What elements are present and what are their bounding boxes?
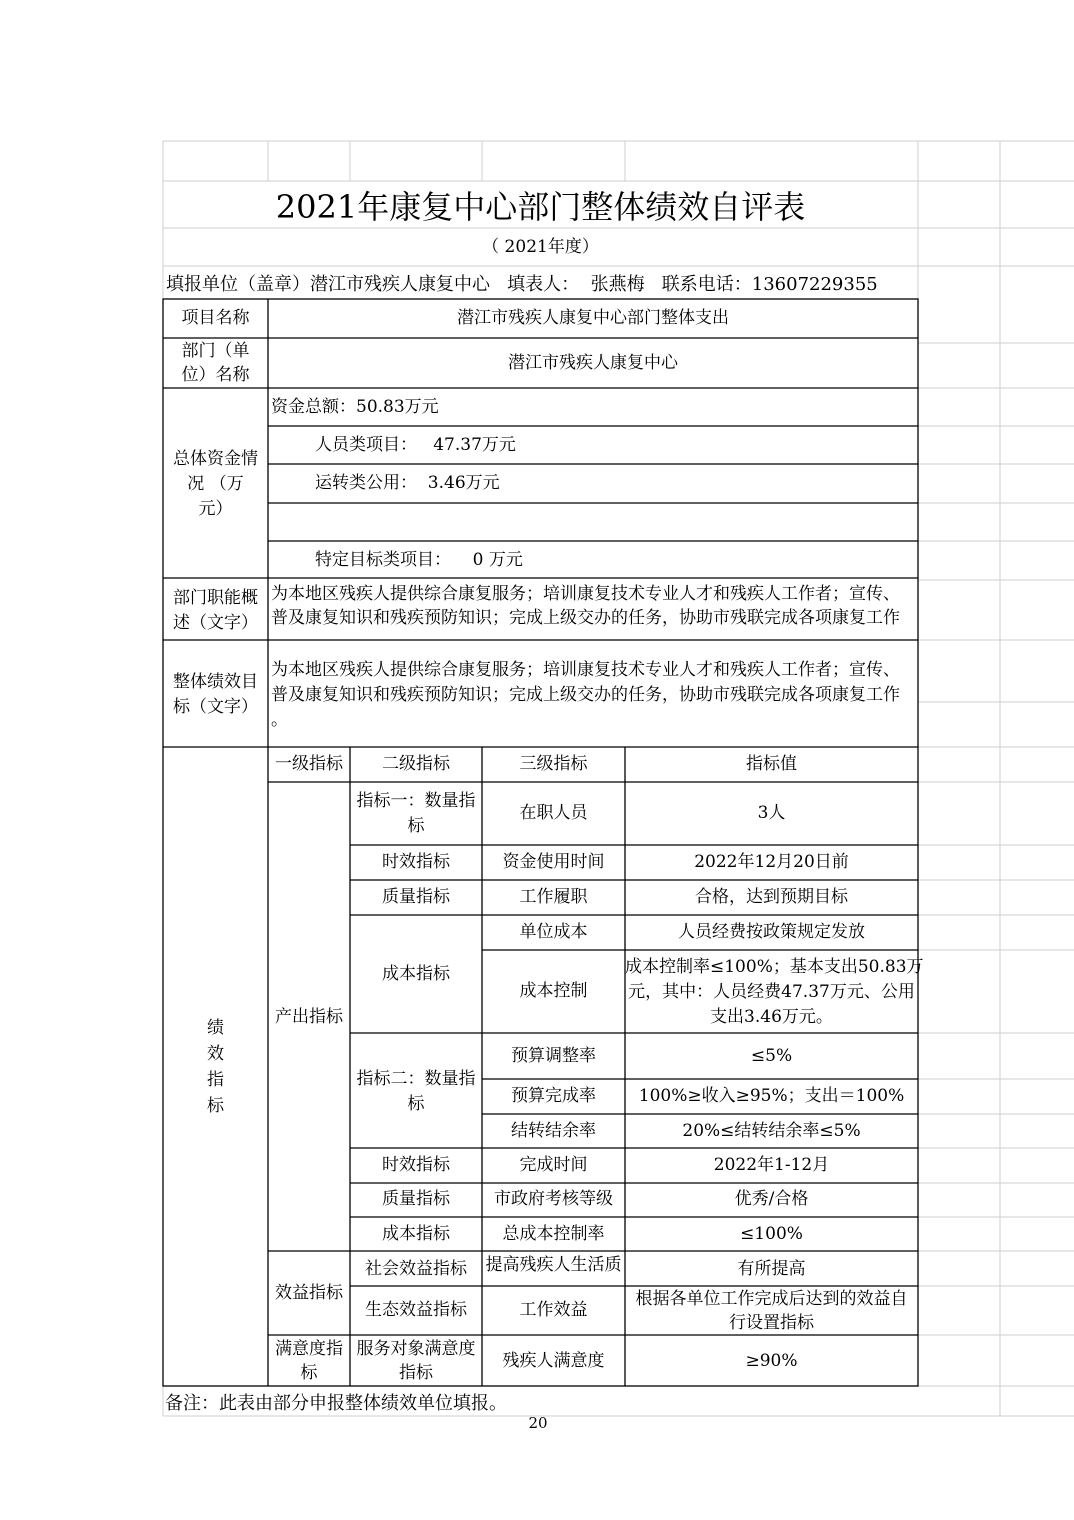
dept-name-label-line-2: 位）名称 [181, 365, 250, 385]
function-label-line-1: 部门职能概 [173, 588, 258, 608]
quantity-1-level-3: 在职人员 [519, 803, 588, 823]
quality-1-level-3: 工作履职 [519, 887, 588, 907]
quantity-2b-value: 100%≥收入≥95%；支出＝100% [638, 1086, 905, 1106]
benefit-indicator-label: 效益指标 [275, 1283, 343, 1303]
satisfaction-value: ≥90% [745, 1351, 798, 1371]
cost-1-level-2: 成本指标 [382, 964, 450, 984]
dept-name-value: 潜江市残疾人康复中心 [508, 353, 678, 373]
header-level-3: 三级指标 [519, 754, 588, 774]
quantity-1-level-2-line-2: 标 [407, 816, 425, 836]
quantity-2c-level-3: 结转结余率 [511, 1121, 596, 1141]
eco-benefit-value-line-1: 根据各单位工作完成后达到的效益自 [635, 1289, 908, 1309]
cost-2-level-3: 总成本控制率 [502, 1224, 605, 1244]
project-name-label: 项目名称 [181, 308, 250, 328]
social-benefit-value: 有所提高 [737, 1259, 806, 1279]
cost-1b-value-line-3: 支出3.46万元。 [710, 1007, 833, 1027]
cost-1a-value: 人员经费按政策规定发放 [678, 922, 865, 942]
cost-1b-level-3: 成本控制 [519, 981, 588, 1001]
dept-name-label-line-1: 部门（单 [181, 341, 250, 361]
cost-1b-value-line-2: 元，其中：人员经费47.37万元、公用 [628, 982, 915, 1002]
quantity-1-level-2-line-1: 指标一：数量指 [356, 791, 476, 811]
quantity-2-level-2-line-2: 标 [407, 1094, 425, 1114]
quantity-2c-value: 20%≤结转结余率≤5% [682, 1121, 861, 1141]
quantity-2b-level-3: 预算完成率 [511, 1086, 596, 1106]
funds-label-line-3: 元） [198, 499, 233, 519]
cost-2-level-2: 成本指标 [382, 1224, 450, 1244]
quantity-1-value: 3人 [757, 803, 786, 823]
output-indicator-label: 产出指标 [275, 1007, 343, 1027]
header-value: 指标值 [746, 754, 797, 774]
eco-benefit-level-2: 生态效益指标 [365, 1300, 467, 1320]
social-benefit-level-3: 提高残疾人生活质 [485, 1255, 622, 1275]
quality-2-value: 优秀/合格 [734, 1189, 809, 1209]
quality-2-level-2: 质量指标 [382, 1189, 450, 1209]
goal-text-line-3: 。 [271, 710, 288, 730]
satisfaction-label-line-2: 标 [300, 1363, 318, 1383]
page-number: 20 [528, 1414, 548, 1432]
funds-operation: 运转类公用： 3.46万元 [315, 473, 500, 493]
cost-2-value: ≤100% [740, 1224, 803, 1244]
satisfaction-level-2-line-1: 服务对象满意度 [356, 1339, 476, 1359]
cost-1b-value-line-1: 成本控制率≤100%；基本支出50.83万 [625, 957, 924, 977]
project-name-value: 潜江市残疾人康复中心部门整体支出 [457, 308, 729, 328]
function-text-line-2: 普及康复知识和残疾预防知识；完成上级交办的任务，协助市残联完成各项康复工作 [271, 608, 900, 628]
quality-1-value: 合格，达到预期目标 [695, 887, 848, 907]
perf-label-char-2: 效 [207, 1044, 224, 1064]
quantity-2a-value: ≤5% [750, 1046, 793, 1066]
function-label-line-2: 述（文字） [173, 613, 258, 633]
perf-label-char-1: 绩 [207, 1018, 224, 1038]
quality-1-level-2: 质量指标 [382, 887, 450, 907]
goal-text-line-2: 普及康复知识和残疾预防知识；完成上级交办的任务，协助市残联完成各项康复工作 [271, 685, 900, 705]
timeliness-1-level-3: 资金使用时间 [502, 852, 605, 872]
page-title: 2021年康复中心部门整体绩效自评表 [275, 188, 806, 226]
timeliness-2-value: 2022年1-12月 [713, 1155, 830, 1175]
funds-label-line-2: 况 （万 [187, 474, 244, 494]
quantity-2-level-2-line-1: 指标二：数量指 [356, 1069, 476, 1089]
satisfaction-level-3: 残疾人满意度 [502, 1351, 605, 1371]
funds-personnel: 人员类项目： 47.37万元 [315, 435, 516, 455]
quality-2-level-3: 市政府考核等级 [494, 1189, 613, 1209]
eco-benefit-level-3: 工作效益 [519, 1300, 588, 1320]
filler-info: 填报单位（盖章）潜江市残疾人康复中心 填表人： 张燕梅 联系电话：13607229355 [166, 274, 878, 295]
perf-label-char-4: 标 [207, 1096, 224, 1116]
function-text-line-1: 为本地区残疾人提供综合康复服务；培训康复技术专业人才和残疾人工作者；宣传、 [271, 584, 900, 604]
eco-benefit-value-line-2: 行设置指标 [729, 1313, 814, 1333]
remark-note: 备注：此表由部分申报整体绩效单位填报。 [165, 1393, 507, 1414]
page-subtitle: （ 2021年度） [482, 237, 599, 257]
satisfaction-level-2-line-2: 指标 [399, 1363, 433, 1383]
funds-specific: 特定目标类项目： 0 万元 [315, 550, 523, 570]
goal-text-line-1: 为本地区残疾人提供综合康复服务；培训康复技术专业人才和残疾人工作者；宣传、 [271, 660, 900, 680]
header-level-1: 一级指标 [275, 754, 343, 774]
goal-label-line-1: 整体绩效目 [173, 672, 258, 692]
social-benefit-level-2: 社会效益指标 [365, 1259, 467, 1279]
goal-label-line-2: 标（文字） [173, 697, 258, 717]
funds-total: 资金总额：50.83万元 [271, 397, 439, 417]
quantity-2a-level-3: 预算调整率 [511, 1046, 596, 1066]
timeliness-2-level-2: 时效指标 [382, 1155, 450, 1175]
header-level-2: 二级指标 [382, 754, 450, 774]
funds-label-line-1: 总体资金情 [173, 449, 258, 469]
cost-1a-level-3: 单位成本 [519, 922, 588, 942]
perf-label-char-3: 指 [207, 1070, 224, 1090]
satisfaction-label-line-1: 满意度指 [275, 1339, 343, 1359]
timeliness-2-level-3: 完成时间 [519, 1155, 588, 1175]
timeliness-1-value: 2022年12月20日前 [694, 852, 849, 872]
timeliness-1-level-2: 时效指标 [382, 852, 450, 872]
